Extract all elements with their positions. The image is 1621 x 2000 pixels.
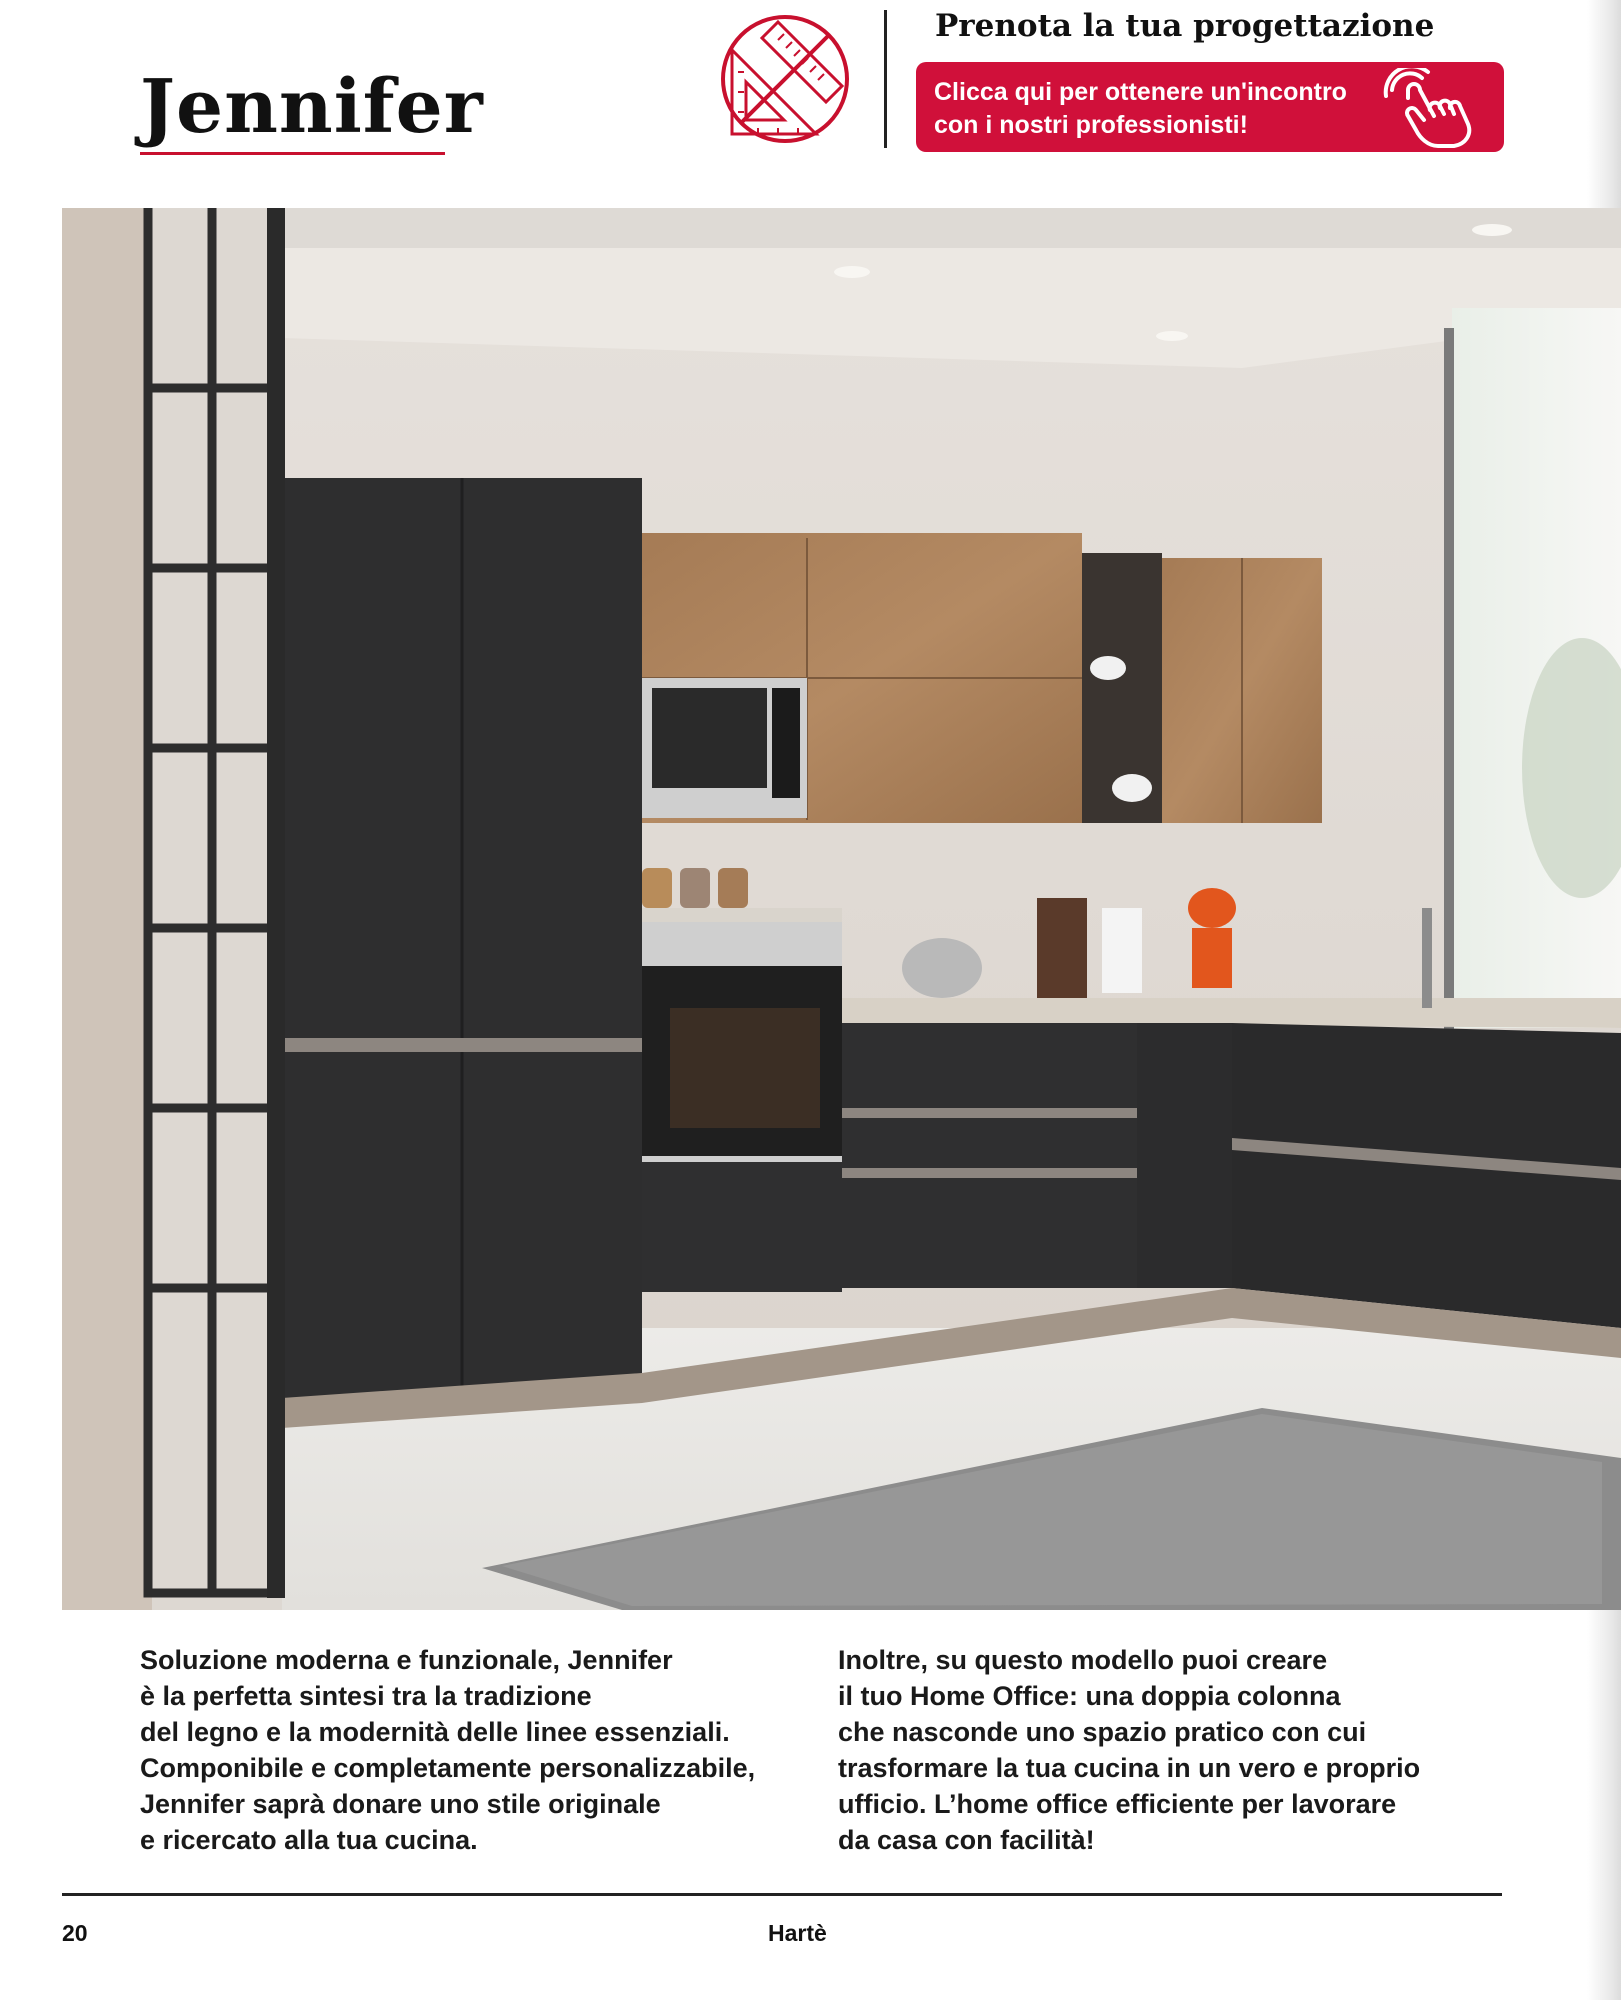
page-title: Jennifer <box>140 64 484 150</box>
footer-brand: Hartè <box>768 1920 827 1946</box>
description-right-line: trasformare la tua cucina in un vero e proprio <box>838 1753 1421 1783</box>
description-right-line: Inoltre, su questo modello puoi creare <box>838 1645 1328 1675</box>
header-divider <box>884 10 887 148</box>
ruler-set-square-icon <box>718 12 852 146</box>
page-number: 20 <box>62 1920 88 1946</box>
description-right <box>838 1642 1420 1858</box>
booking-heading: Prenota la tua progettazione <box>935 8 1435 44</box>
tapping-hand-icon <box>1382 68 1482 148</box>
kitchen-photo <box>62 208 1621 1610</box>
description-right-line: il tuo Home Office: una doppia colonna <box>838 1681 1341 1711</box>
description-left-line: Jennifer saprà donare uno stile originale <box>140 1789 661 1819</box>
cta-line-2: con i nostri professionisti! <box>934 111 1248 139</box>
description-left-line: è la perfetta sintesi tra la tradizione <box>140 1681 592 1711</box>
cta-line-1: Clicca qui per ottenere un'incontro <box>934 78 1347 106</box>
description-right-line: che nasconde uno spazio pratico con cui <box>838 1717 1367 1747</box>
description-right-line: da casa con facilità! <box>838 1825 1095 1855</box>
description-left-line: e ricercato alla tua cucina. <box>140 1825 478 1855</box>
footer-rule <box>62 1893 1502 1896</box>
description-left-line: Soluzione moderna e funzionale, Jennifer <box>140 1645 673 1675</box>
book-consultation-button[interactable] <box>916 62 1504 152</box>
description-right-line: ufficio. L’home office efficiente per lavorare <box>838 1789 1397 1819</box>
cta-text <box>934 76 1384 142</box>
description-left-line: Componibile e completamente personalizzabile, <box>140 1753 756 1783</box>
description-left-line: del legno e la modernità delle linee essenziali. <box>140 1717 730 1747</box>
description-left <box>140 1642 755 1858</box>
title-underline <box>140 152 445 155</box>
